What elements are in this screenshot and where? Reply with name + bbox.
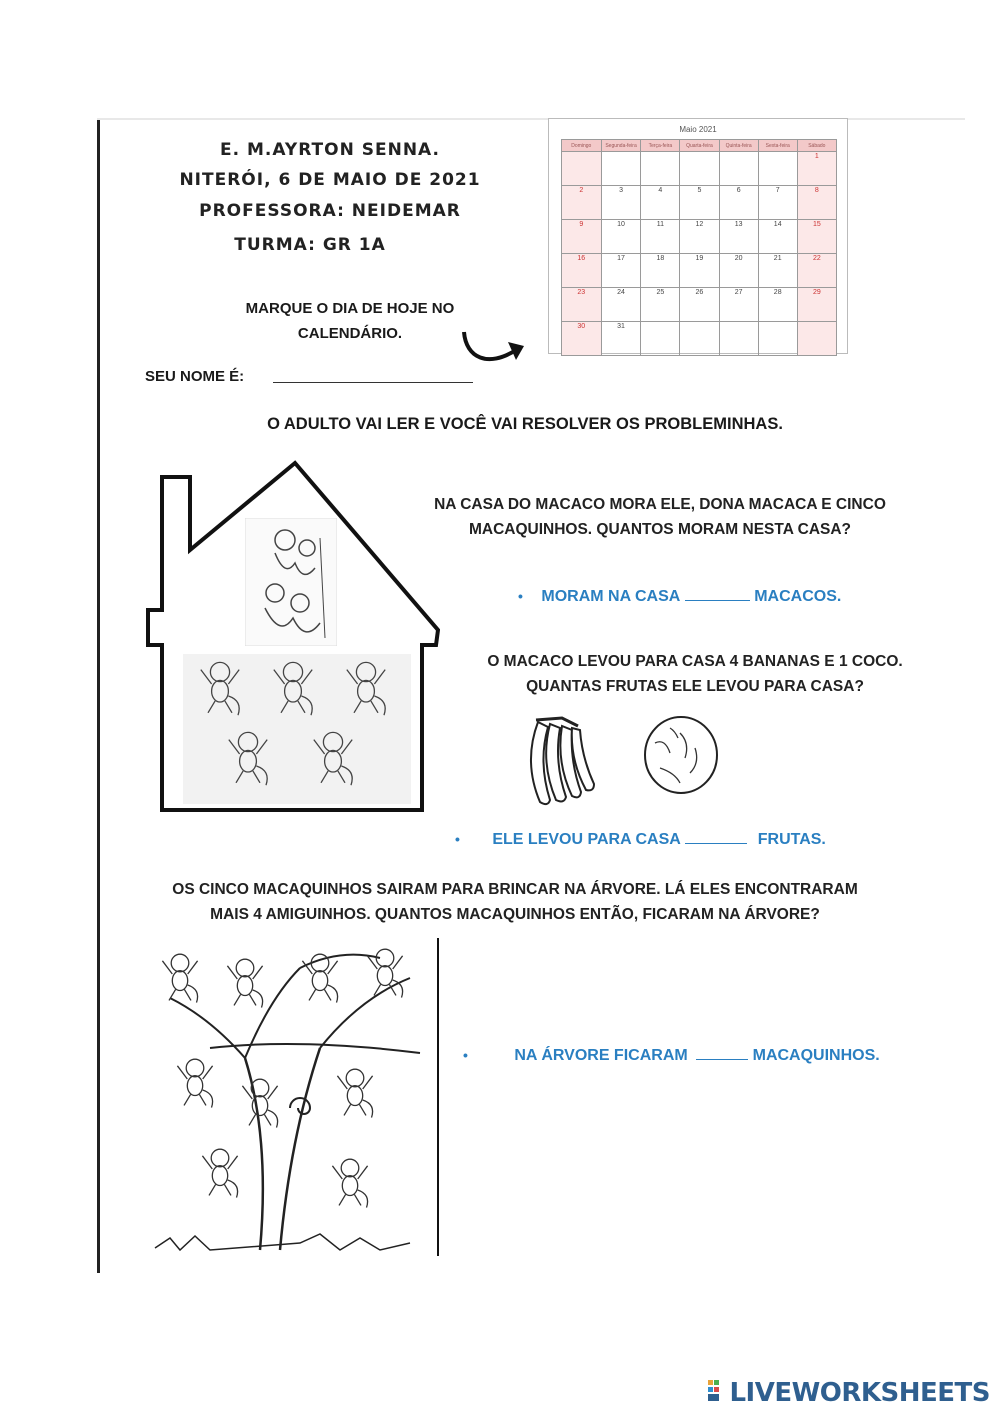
calendar-day[interactable]: 21 xyxy=(758,254,797,288)
monkey-family-picture xyxy=(245,518,337,646)
calendar-day xyxy=(680,152,719,186)
calendar-day xyxy=(641,322,680,356)
calendar-day[interactable]: 20 xyxy=(719,254,758,288)
calendar-day[interactable]: 31 xyxy=(601,322,641,356)
calendar-day[interactable]: 29 xyxy=(797,288,836,322)
tree-monkeys-picture xyxy=(150,938,442,1256)
calendar-day[interactable]: 23 xyxy=(562,288,602,322)
calendar-day[interactable]: 16 xyxy=(562,254,602,288)
answer-2 xyxy=(455,831,826,849)
calendar-day[interactable]: 10 xyxy=(601,220,641,254)
class-line: TURMA: GR 1A xyxy=(234,235,386,255)
calendar-day[interactable]: 11 xyxy=(641,220,680,254)
calendar-day[interactable]: 6 xyxy=(719,186,758,220)
school-name: E. M.AYRTON SENNA. xyxy=(220,140,440,160)
instruction: O ADULTO VAI LER E VOCÊ VAI RESOLVER OS PROBLEMINHAS. xyxy=(267,415,783,433)
calendar-day[interactable]: 13 xyxy=(719,220,758,254)
calendar-weekday: Domingo xyxy=(562,140,602,152)
calendar-day[interactable]: 4 xyxy=(641,186,680,220)
calendar-weekday: Quinta-feira xyxy=(719,140,758,152)
answer-3-after: MACAQUINHOS. xyxy=(752,1047,880,1064)
name-input-line[interactable] xyxy=(273,382,473,383)
calendar-weekday: Sábado xyxy=(797,140,836,152)
liveworksheets-logo-text: LIVEWORKSHEETS xyxy=(729,1378,990,1408)
calendar-day xyxy=(641,152,680,186)
calendar-day[interactable]: 28 xyxy=(758,288,797,322)
bullet: • xyxy=(455,831,460,847)
calendar-day xyxy=(719,152,758,186)
answer-3 xyxy=(463,1047,880,1065)
calendar-weekday: Quarta-feira xyxy=(680,140,719,152)
calendar-day[interactable]: 7 xyxy=(758,186,797,220)
answer-3-blank[interactable] xyxy=(696,1059,748,1060)
answer-2-blank[interactable] xyxy=(685,843,747,844)
calendar-day[interactable]: 5 xyxy=(680,186,719,220)
calendar-day[interactable]: 8 xyxy=(797,186,836,220)
liveworksheets-logo-icon xyxy=(708,1378,726,1404)
calendar-weekday: Segunda-feira xyxy=(601,140,641,152)
calendar-instruction-line2: CALENDÁRIO. xyxy=(297,325,403,342)
answer-3-before: NA ÁRVORE FICARAM xyxy=(514,1047,688,1064)
liveworksheets-logo[interactable] xyxy=(708,1378,990,1408)
calendar-day[interactable]: 15 xyxy=(797,220,836,254)
calendar-day[interactable]: 26 xyxy=(680,288,719,322)
question-2-line1: O MACACO LEVOU PARA CASA 4 BANANAS E 1 COCO. xyxy=(487,653,903,670)
calendar xyxy=(548,118,848,354)
bananas-picture xyxy=(518,712,603,810)
calendar-day[interactable]: 18 xyxy=(641,254,680,288)
calendar-day[interactable]: 24 xyxy=(601,288,641,322)
question-3-line1: OS CINCO MACAQUINHOS SAIRAM PARA BRINCAR NA ÁRVORE. LÁ ELES ENCONTRARAM xyxy=(172,881,858,898)
calendar-day[interactable]: 30 xyxy=(562,322,602,356)
answer-1-blank[interactable] xyxy=(685,600,750,601)
calendar-day xyxy=(797,322,836,356)
calendar-day[interactable]: 1 xyxy=(797,152,836,186)
date-line: NITERÓI, 6 DE MAIO DE 2021 xyxy=(179,170,481,190)
question-3-line2: MAIS 4 AMIGUINHOS. QUANTOS MACAQUINHOS ENTÃO, FICARAM NA ÁRVORE? xyxy=(210,906,820,923)
left-margin-rule xyxy=(97,118,100,1273)
calendar-day xyxy=(758,322,797,356)
bullet: • xyxy=(518,588,523,604)
answer-1 xyxy=(518,588,841,606)
answer-1-before: MORAM NA CASA xyxy=(541,588,681,605)
calendar-day xyxy=(601,152,641,186)
calendar-instruction-line1: MARQUE O DIA DE HOJE NO xyxy=(245,300,455,317)
question-2-line2: QUANTAS FRUTAS ELE LEVOU PARA CASA? xyxy=(526,678,864,695)
answer-2-after: FRUTAS. xyxy=(757,831,826,848)
calendar-grid xyxy=(561,139,837,356)
calendar-day[interactable]: 9 xyxy=(562,220,602,254)
calendar-day[interactable]: 22 xyxy=(797,254,836,288)
name-label-text: SEU NOME É: xyxy=(145,368,245,385)
calendar-day[interactable]: 17 xyxy=(601,254,641,288)
bullet: • xyxy=(463,1047,468,1063)
calendar-day xyxy=(758,152,797,186)
calendar-title: Maio 2021 xyxy=(679,125,717,134)
calendar-day[interactable]: 12 xyxy=(680,220,719,254)
calendar-day xyxy=(562,152,602,186)
calendar-weekday: Terça-feira xyxy=(641,140,680,152)
curved-arrow-icon xyxy=(458,328,528,373)
name-label xyxy=(145,368,244,385)
calendar-day xyxy=(680,322,719,356)
calendar-day[interactable]: 14 xyxy=(758,220,797,254)
question-1-line2: MACAQUINHOS. QUANTOS MORAM NESTA CASA? xyxy=(468,521,852,538)
answer-1-after: MACACOS. xyxy=(754,588,842,605)
calendar-day xyxy=(719,322,758,356)
answer-2-before: ELE LEVOU PARA CASA xyxy=(492,831,681,848)
calendar-day[interactable]: 19 xyxy=(680,254,719,288)
five-monkeys-picture xyxy=(183,654,411,804)
calendar-day[interactable]: 3 xyxy=(601,186,641,220)
calendar-weekday: Sexta-feira xyxy=(758,140,797,152)
question-1-line1: NA CASA DO MACACO MORA ELE, DONA MACACA E CINCO xyxy=(434,496,886,513)
calendar-day[interactable]: 2 xyxy=(562,186,602,220)
coconut-picture xyxy=(640,713,722,795)
calendar-day[interactable]: 25 xyxy=(641,288,680,322)
teacher-line: PROFESSORA: NEIDEMAR xyxy=(199,201,461,221)
calendar-day[interactable]: 27 xyxy=(719,288,758,322)
